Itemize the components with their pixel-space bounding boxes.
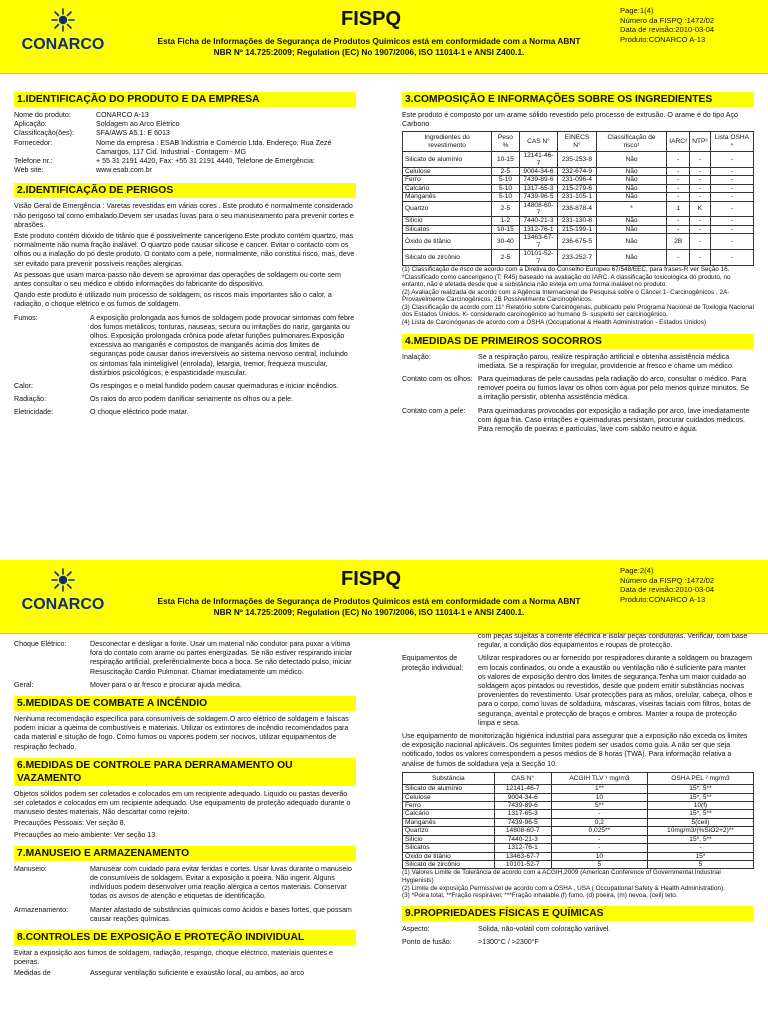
footnote: (4) Lista de Carcinógenas de acordo com a OSHA (Occupational & Health Administration - Estados Unidos) [402, 319, 707, 327]
table-cell: Não [596, 152, 666, 168]
column-header: ACGIH TLV ¹ mg/m3 [551, 772, 647, 784]
footnote: (2) Avaliação realizada de acordo com a Agência Internacional de Pesquisa sobre o Câncer.1- Carcinogênicos , 2A- Provavelmente Carcinogênicos, 2B Possivelmente Carcinogênicos. [402, 288, 730, 304]
footnote: (1) Classificação de risco de acordo com a Diretiva do Conselho Europeu 67/548/EEC, para frases-R ver Seção 16. *Classificado como cancerigeno (T; R45) baseado na avaliação do IARC. A classificação toxicológica do produto, no entanto, não é afetada desde que a substância não esteja em uma forma inalável no produto. [402, 265, 731, 289]
table-cell: - [710, 201, 753, 217]
left-column [14, 640, 356, 983]
table-cell: Calcário [403, 184, 492, 192]
table-row [403, 793, 754, 801]
conformity-statement: Esta Ficha de Informações de Segurança de Produtos Químicos está em conformidade com a Norma ABNT NBR Nº 14.725:2009; Regulation (EC) No 1907/2006, ISO 11014-1 e ANSI Z400.1. [157, 36, 581, 57]
paragraph: Visão Geral de Emergência : Varetas revestidas em várias cores . Este produto é normalmente considerado não perigoso tal como embalado.Devem ser usadas luvas para o seu manuseamento para prevenir cortes e abrasões. [14, 202, 354, 229]
table-cell: 13463-67-7 [519, 234, 557, 250]
firstaid-text: Mover para o ar fresco e procurar ajuda médica. [90, 680, 242, 689]
paragraph: Este produto contém dióxido de titânio que é possivelmente cancerígeno.Este produto contém quartzo, mas normalmente não numa fração inalável. O quartzo pode causar silicose e cancer. Evitar o contacto com os olhos ou a inalação do pó deste produto. O contato com a pele, normalmente, não constitui risco, mas, deve ser evitado para prevenir possíveis reações alergicas. [14, 232, 355, 268]
revision-date: Data de revisão:2010-03-04 [620, 585, 715, 595]
table-cell: - [667, 184, 690, 192]
table-cell: Não [596, 250, 666, 266]
firstaid-label: Choque Elétrico: [14, 640, 67, 648]
hazard-label: Radiação: [14, 395, 46, 404]
table-cell: Não [596, 217, 666, 225]
table-cell: Silicato de alumínio [403, 152, 492, 168]
table-notes [402, 266, 754, 327]
table-cell: 10-15 [492, 152, 520, 168]
section-6-heading: 6.MEDIDAS DE CONTROLE PARA DERRAMAMENTO OU VAZAMENTO [14, 758, 356, 786]
table-cell: - [667, 152, 690, 168]
table-cell: 5(ceil) [647, 818, 753, 826]
right-column [402, 632, 754, 951]
field-label: Classificação(ões): [14, 129, 74, 138]
table-cell: 7439-96-5 [494, 818, 551, 826]
table-cell: - [551, 835, 647, 843]
paragraph: Nenhuma recomendação específica para consumíveis de soldagem.O arco elétrico de soldagem e faíscas podem iniciar a queima de combustíveis e materiais. Utilizar os extintores de incêndio recomendados para cada material e situção de fogo. Como fumos ou vapores podem ser nocivos, utilizar equipamentos de respiração fechado. [14, 715, 349, 751]
table-row [403, 176, 754, 184]
table-cell: 10 [551, 852, 647, 860]
table-cell: Não [596, 193, 666, 201]
table-cell: * [596, 201, 666, 217]
table-cell: - [551, 844, 647, 852]
website-link[interactable]: www.esab.com.br [96, 166, 152, 175]
table-cell: 235-253-8 [558, 152, 597, 168]
table-cell: 7439-89-6 [494, 802, 551, 810]
table-row [403, 860, 754, 868]
table-cell: 231-105-1 [558, 193, 597, 201]
column-header: Lista OSHA ⁴ [710, 132, 753, 152]
table-cell: 10101-52-7 [494, 860, 551, 868]
table-cell: - [710, 152, 753, 168]
section-3-heading: 3.COMPOSIÇÃO E INFORMAÇÕES SOBRE OS INGREDIENTES [402, 92, 754, 107]
table-cell: 1312-76-1 [494, 844, 551, 852]
table-cell: 12141-46-7 [519, 152, 557, 168]
measures-label: Medidas de [14, 969, 51, 978]
table-cell: 10 [551, 793, 647, 801]
table-cell: - [710, 217, 753, 225]
table-cell: - [690, 193, 710, 201]
table-cell: - [667, 193, 690, 201]
property-value: Sólida, não-volátil com coloração variável. [478, 924, 611, 933]
table-cell: Ferro [403, 176, 492, 184]
firstaid-label: Inalação: [402, 352, 431, 361]
field-label: Telefone nr.: [14, 157, 53, 166]
table-cell: - [710, 250, 753, 266]
table-cell: Silicato de zircônio [403, 250, 492, 266]
page-number: Page:2(4) [620, 566, 654, 575]
table-cell: - [667, 176, 690, 184]
exposure-limits-table [402, 772, 754, 869]
table-cell: 2-5 [492, 168, 520, 176]
table-cell: Não [596, 225, 666, 233]
field-value: + 55 31 2191 4420, Fax: +55 31 2191 4440, Telefone de Emergência: [96, 157, 315, 166]
storage-text: Manter afastado de substâncias químicas como ácidos e bases fortes, que possam causar reações químicas. [90, 905, 352, 923]
table-cell: - [710, 184, 753, 192]
handling-label: Manuseio: [14, 864, 47, 873]
handling-text: Manusear com cuidado para evitar feridas e cortes. Usar luvas durante o manuseio de consumíveis de soldagem. Evitar a exposição a poeira. Não ingerir. Alguns indivíduos podem desenvolver uma reação alérgica a certos materiais. Conservar todas os avisos de atenção e etiquetas de identificação. [90, 864, 352, 901]
table-row [403, 184, 754, 192]
table-cell: - [690, 217, 710, 225]
table-cell: 14808-60-7 [519, 201, 557, 217]
sun-logo-icon [51, 8, 75, 32]
right-column [402, 88, 754, 438]
table-cell: Óxido de titânio [403, 852, 495, 860]
table-cell: 1312-76-1 [519, 225, 557, 233]
paragraph: As pessoas que usam marca-passo não devem se aproximar das operações de soldagem ou corte sem antes consultar o seu médico e obtido informações do fabricante do dispositivo. [14, 270, 341, 289]
firstaid-text: Para queimaduras de pele causadas pela radiação do arco, consultar o médico. Para remover poeira ou fumos lavar os olhos com água por pelo menos quinze minutos. Se a irritação persistir, obtenha assistência médica. [478, 375, 749, 402]
field-value: Nome da empresa : ESAB Indústria e Comércio Ltda. Endereço: Rua Zezé Camargos, 117 Cid. Industrial - Contagem - MG [96, 138, 332, 156]
table-row [403, 852, 754, 860]
table-header-row [403, 132, 754, 152]
table-row [403, 785, 754, 793]
fispq-number: Número da FISPQ :1472/02 [620, 15, 715, 25]
paragraph: Evitar a exposição aos fumos de soldagem, radiação, respingo, choque eléctrico, materiais quentes e poeiras. [14, 949, 334, 967]
table-cell: 0,2 [551, 818, 647, 826]
table-cell: 215-199-1 [558, 225, 597, 233]
table-cell: Não [596, 168, 666, 176]
hazard-text: O choque eléctrico pode matar. [90, 408, 189, 417]
footnote: (2) Limite de exposição Permissível de acordo com a OSHA , USA ( Occupational Safety & Health Administration). [402, 884, 725, 892]
section-9-heading: 9.PROPRIEDADES FÍSICAS E QUÍMICAS [402, 906, 754, 921]
table-row [403, 152, 754, 168]
table-row [403, 844, 754, 852]
table-cell: Manganês [403, 818, 495, 826]
hazard-label: Fumos: [14, 313, 38, 322]
table-row [403, 250, 754, 266]
table-cell: 2-5 [492, 250, 520, 266]
table-cell: 15*, 5** [647, 835, 753, 843]
doc-meta [620, 6, 765, 44]
field-value: CONARCO A-13 [96, 111, 149, 119]
table-cell: 2-5 [492, 201, 520, 217]
table-row [403, 225, 754, 233]
table-cell: - [690, 234, 710, 250]
table-cell: 236-675-5 [558, 234, 597, 250]
table-row [403, 802, 754, 810]
table-cell: Quartzo [403, 201, 492, 217]
section-1-heading: 1.IDENTIFICAÇÃO DO PRODUTO E DA EMPRESA [14, 92, 356, 107]
footnote: (3) *Poira total, **Fração respirável, ***Fração inhalable.(f) fumo, (d) poeira, (m) nevoa, (ceil) teto. [402, 892, 678, 900]
paragraph: Use equipamento de monitorização higiénica industrial para assegurar que a exposição não exceda os limites de exposição nacional aplicáveis. Os seguintes limites podem ser usados como guia. A não ser que seja notificado, todos os valores correspondem a pesos médios de 8 horas (TWA). Para informação relativa a análise de fumos de soldadura veja a Secção 10. [402, 732, 748, 768]
field-value: Soldagem ao Arco Elétrico [96, 120, 180, 129]
table-cell: 231-096-4 [558, 176, 597, 184]
table-cell: 9004-34-6 [494, 793, 551, 801]
table-row [403, 810, 754, 818]
table-header-row [403, 772, 754, 784]
table-cell: Silicato de zircônio [403, 860, 495, 868]
table-cell: 7440-21-3 [519, 217, 557, 225]
section-5-heading: 5.MEDIDAS DE COMBATE A INCÊNDIO [14, 696, 356, 711]
table-cell: - [690, 250, 710, 266]
firstaid-label: Contato com os olhos: [402, 375, 473, 384]
table-cell: 10(f) [647, 802, 753, 810]
column-header: Classificação de risco¹ [596, 132, 666, 152]
table-cell: Manganês [403, 193, 492, 201]
column-header: NTP³ [690, 132, 710, 152]
hazard-label: Eletricidade: [14, 408, 54, 417]
table-cell: Não [596, 176, 666, 184]
table-cell: Não [596, 234, 666, 250]
table-cell: K [690, 201, 710, 217]
table-cell: - [690, 152, 710, 168]
column-header: EINECS N° [558, 132, 597, 152]
table-cell: - [551, 810, 647, 818]
table-cell: 9004-34-6 [519, 168, 557, 176]
table-cell: - [690, 176, 710, 184]
left-column [14, 88, 356, 422]
table-cell: 7439-96-5 [519, 193, 557, 201]
table-notes [402, 869, 754, 899]
table-cell: - [690, 184, 710, 192]
hazard-text: A exposição prolongada aos fumos de soldagem pode provocar sintomas com febre dos fumos metálicos, tonturas, nauseas, secura ou irritações do nariz, garganta ou olhos. Exposição prolongada crônica pode afetar funções pulmonares.Exposição excessiva ao manganês e compostos de manganês acima dos limites de seguranças pode causar danos irreversíveis ao sistema nervoso central, incluindo os sintomas fala ininteligível (enrolada), letargia, tremor, frequeza muscular, distúrbios psicológicos, e espasticidade muscular. [90, 313, 355, 377]
hazard-label: Calor: [14, 382, 33, 391]
table-cell: 0,025** [551, 827, 647, 835]
table-cell: Calcário [403, 810, 495, 818]
table-cell: 1317-65-3 [494, 810, 551, 818]
field-label: Aplicação: [14, 120, 47, 129]
table-cell: 7439-89-6 [519, 176, 557, 184]
table-cell: 12141-46-7 [494, 785, 551, 793]
table-cell: Celulose [403, 793, 495, 801]
table-cell: - [667, 168, 690, 176]
section-2-heading: 2.IDENTIFICAÇÃO DE PERIGOS [14, 183, 356, 198]
table-cell: 233-252-7 [558, 250, 597, 266]
fispq-number: Número da FISPQ :1472/02 [620, 575, 715, 585]
section-4-heading: 4.MEDIDAS DE PRIMEIROS SOCORROS [402, 334, 754, 349]
brand-name: CONARCO [21, 36, 105, 53]
table-row [403, 835, 754, 843]
field-label: Fornecedor: [14, 138, 53, 147]
field-label: Nome do produto: [14, 111, 71, 119]
table-cell: 5-10 [492, 184, 520, 192]
table-cell: - [710, 225, 753, 233]
table-cell: - [710, 176, 753, 184]
composition-intro: Este produto é composto por um arame sólido revestido pelo processo de extrusão. O arame é do tipo Aço Carbono [402, 111, 738, 129]
table-cell: - [710, 168, 753, 176]
doc-title: FISPQ [340, 8, 401, 30]
page-separator [0, 528, 768, 560]
table-cell: 13463-67-7 [494, 852, 551, 860]
table-cell: Silício [403, 835, 495, 843]
table-cell: 7440-21-3 [494, 835, 551, 843]
table-cell: - [710, 193, 753, 201]
paragraph: Qando este produto é utilizado num processo de soldagem, os riscos mais importantes são o calor, a radiação, o choque elétrico e os fumos de soldagem. [14, 291, 332, 309]
table-cell: 15*, 5** [647, 810, 753, 818]
paragraph: Precauções Pessoais: Ver seção 8. [14, 819, 126, 828]
brand-name: CONARCO [21, 596, 105, 613]
column-header: CAS N° [519, 132, 557, 152]
hazard-text: Os respingos e o metal fundido podem causar queimaduras e iniciar incêndios. [90, 382, 339, 391]
sun-logo-icon [51, 568, 75, 592]
field-value: SFA/AWS A5.1: E 6013 [96, 129, 170, 138]
property-label: Ponto de fusão: [402, 937, 452, 946]
table-cell: - [647, 844, 753, 852]
table-cell: 1-2 [492, 217, 520, 225]
column-header: CAS N° [494, 772, 551, 784]
hazard-text: Os raios do arco podem danificar seriamente os olhos ou a pele. [90, 395, 294, 404]
table-cell: 2B [667, 234, 690, 250]
table-cell: 1** [551, 785, 647, 793]
ingredients-table [402, 131, 754, 266]
page-header [0, 0, 768, 74]
storage-label: Armazenamento: [14, 905, 69, 914]
product-name: Produto:CONARCO A-13 [620, 34, 706, 44]
table-row [403, 827, 754, 835]
footnote: (3) Classificação de acordo com 11° Relatório sobre Carcinógenas, publicado pelo Programa Nacional de Toxilogia Nacional dos Estados Unidos. K- considerado carcinogênico ao humano S- suspeito ser carcinogênico. [402, 303, 754, 319]
table-cell: 238-878-4 [558, 201, 597, 217]
table-cell: Ferro [403, 802, 495, 810]
table-cell: - [667, 225, 690, 233]
table-cell: Silicatos [403, 225, 492, 233]
table-cell: 5 [647, 860, 753, 868]
table-cell: - [690, 225, 710, 233]
table-row [403, 201, 754, 217]
company-logo [14, 8, 112, 68]
firstaid-text: Desconectar e desligar a fonte. Usar um material não condutor para puxar a vítima fora do contato com arame ou partes energizadas. Se não estiver respirando iniciar respiração artificial, preferêncialmente boca a boca. Se não detectado pulso, iniciar Resuscitação Cardio Pulmonar. Chamar imediatamente um médico. [90, 640, 353, 676]
table-cell: - [667, 250, 690, 266]
table-cell: 5 [551, 860, 647, 868]
table-cell: 10101-52-7 [519, 250, 557, 266]
paragraph: Objetos sólidos podem ser coletados e colocados em um recipiente adequado. Liquido ou pastas deverão ser coletados e colocados em um recipiente adequado. Use equipamento de proteção adequado durante o manuseio destes materiais. Não descartar como rejeito. [14, 789, 351, 817]
section-8-heading: 8.CONTROLES DE EXPOSIÇÃO E PROTEÇÃO INDIVIDUAL [14, 930, 356, 945]
table-cell: 232-674-9 [558, 168, 597, 176]
conformity-statement: Esta Ficha de Informações de Segurança de Produtos Químicos está em conformidade com a Norma ABNT NBR Nº 14.725:2009; Regulation (EC) No 1907/2006, ISO 11014-1 e ANSI Z400.1. [157, 596, 581, 617]
firstaid-label: Geral: [14, 680, 34, 689]
page-2 [0, 560, 768, 1024]
property-label: Aspecto: [402, 924, 430, 933]
table-row [403, 234, 754, 250]
footnote: (1) Valores Limite de Tolerância de acordo com a ACGIH,2009 (American Conference of Governmental Industrial Hygienists) [402, 869, 721, 884]
table-cell: - [710, 234, 753, 250]
table-cell: 10-15 [492, 225, 520, 233]
table-cell: 5-10 [492, 193, 520, 201]
table-cell: 231-130-8 [558, 217, 597, 225]
table-cell: 14808-60-7 [494, 827, 551, 835]
table-cell: Não [596, 184, 666, 192]
section-7-heading: 7.MANUSEIO E ARMAZENAMENTO [14, 846, 356, 861]
table-row [403, 217, 754, 225]
doc-meta [620, 566, 765, 604]
table-cell: Celulose [403, 168, 492, 176]
table-cell: 15*, 5** [647, 785, 753, 793]
table-cell: 5-10 [492, 176, 520, 184]
column-header: Ingredientes do revestimento [403, 132, 492, 152]
continuation-text: com peças sujeitas a corrente eléctrica e isolar peças condutoras. Verificar, com base regular, a condição dos equipamentos e roupas de protecção. [478, 632, 748, 650]
table-row [403, 818, 754, 826]
table-row [403, 168, 754, 176]
column-header: Peso % [492, 132, 520, 152]
revision-date: Data de revisão:2010-03-04 [620, 25, 715, 35]
table-cell: Quartzo [403, 827, 495, 835]
doc-title: FISPQ [340, 568, 401, 590]
column-header: IARC² [667, 132, 690, 152]
table-cell: Óxido de titânio [403, 234, 492, 250]
field-label: Web site: [14, 166, 44, 175]
table-cell: 10mg/m3/(%SiO2+2)** [647, 827, 753, 835]
paragraph: Precauções ao meio ambiente: Ver seção 13. [14, 830, 158, 839]
table-cell: 215-279-6 [558, 184, 597, 192]
ppe-text: Utilizar respiradores ou ar fornecido por respiradores durante a soldagem ou brazagem em locais confinados, ou onde a exaustão ou ventilação não é suficiente para manter os valores de exposição dentro dos limites de segurança.Tenha um maior cuidado ao soldagem aços pintados ou revestidos, desde que podem emitir substâncias nocivas provenientes do revestimento. Usar protecções para as mãos, orelular, cabeça, olhos e para o corpo, como luvas de soldadura, máscaras, viseiras faciais com filtros, botas de segurança, avental e protecção de braços e ombros. Manter a roupa de protecção limpa e seca. [478, 654, 753, 727]
ppe-label: Equipamentos de proteção individual: [402, 654, 464, 672]
table-cell: Silicato de alumínio [403, 785, 495, 793]
firstaid-text: Se a respiração parou, realize respiração artificial e obtenha assistência médica imediata. Se a respiração for irregular, providencie ar fresco e chame um médico. [478, 352, 734, 370]
table-cell: 15* [647, 852, 753, 860]
page-number: Page:1(4) [620, 6, 654, 15]
property-value: >1300°C / >2300°F [478, 937, 539, 946]
table-cell: 30-40 [492, 234, 520, 250]
table-cell: 15*, 5** [647, 793, 753, 801]
column-header: OSHA PEL ² mg/m3 [647, 772, 753, 784]
table-cell: 5** [551, 802, 647, 810]
column-header: Substância [403, 772, 495, 784]
product-name: Produto:CONARCO A-13 [620, 594, 706, 604]
firstaid-label: Contato com a pele: [402, 406, 466, 415]
page-header [0, 560, 768, 634]
table-cell: - [690, 168, 710, 176]
company-logo [14, 568, 112, 628]
table-cell: - [667, 217, 690, 225]
firstaid-text: Para queimaduras provocadas por exposição a radiação por arco, lave imediatamente com água fria. Caso irritações e queimaduras persistam, procurar cuidados médicos. Para remoção de poeiras e partículas, lave com sabão neutro e água. [478, 406, 750, 434]
table-cell: 1317-65-3 [519, 184, 557, 192]
table-row [403, 193, 754, 201]
table-cell: 1 [667, 201, 690, 217]
table-cell: Silício [403, 217, 492, 225]
table-cell: Silicatos [403, 844, 495, 852]
measures-text: Assegurar ventilação suficiente e exaustão local, ou ambos, ao arco [90, 969, 305, 978]
